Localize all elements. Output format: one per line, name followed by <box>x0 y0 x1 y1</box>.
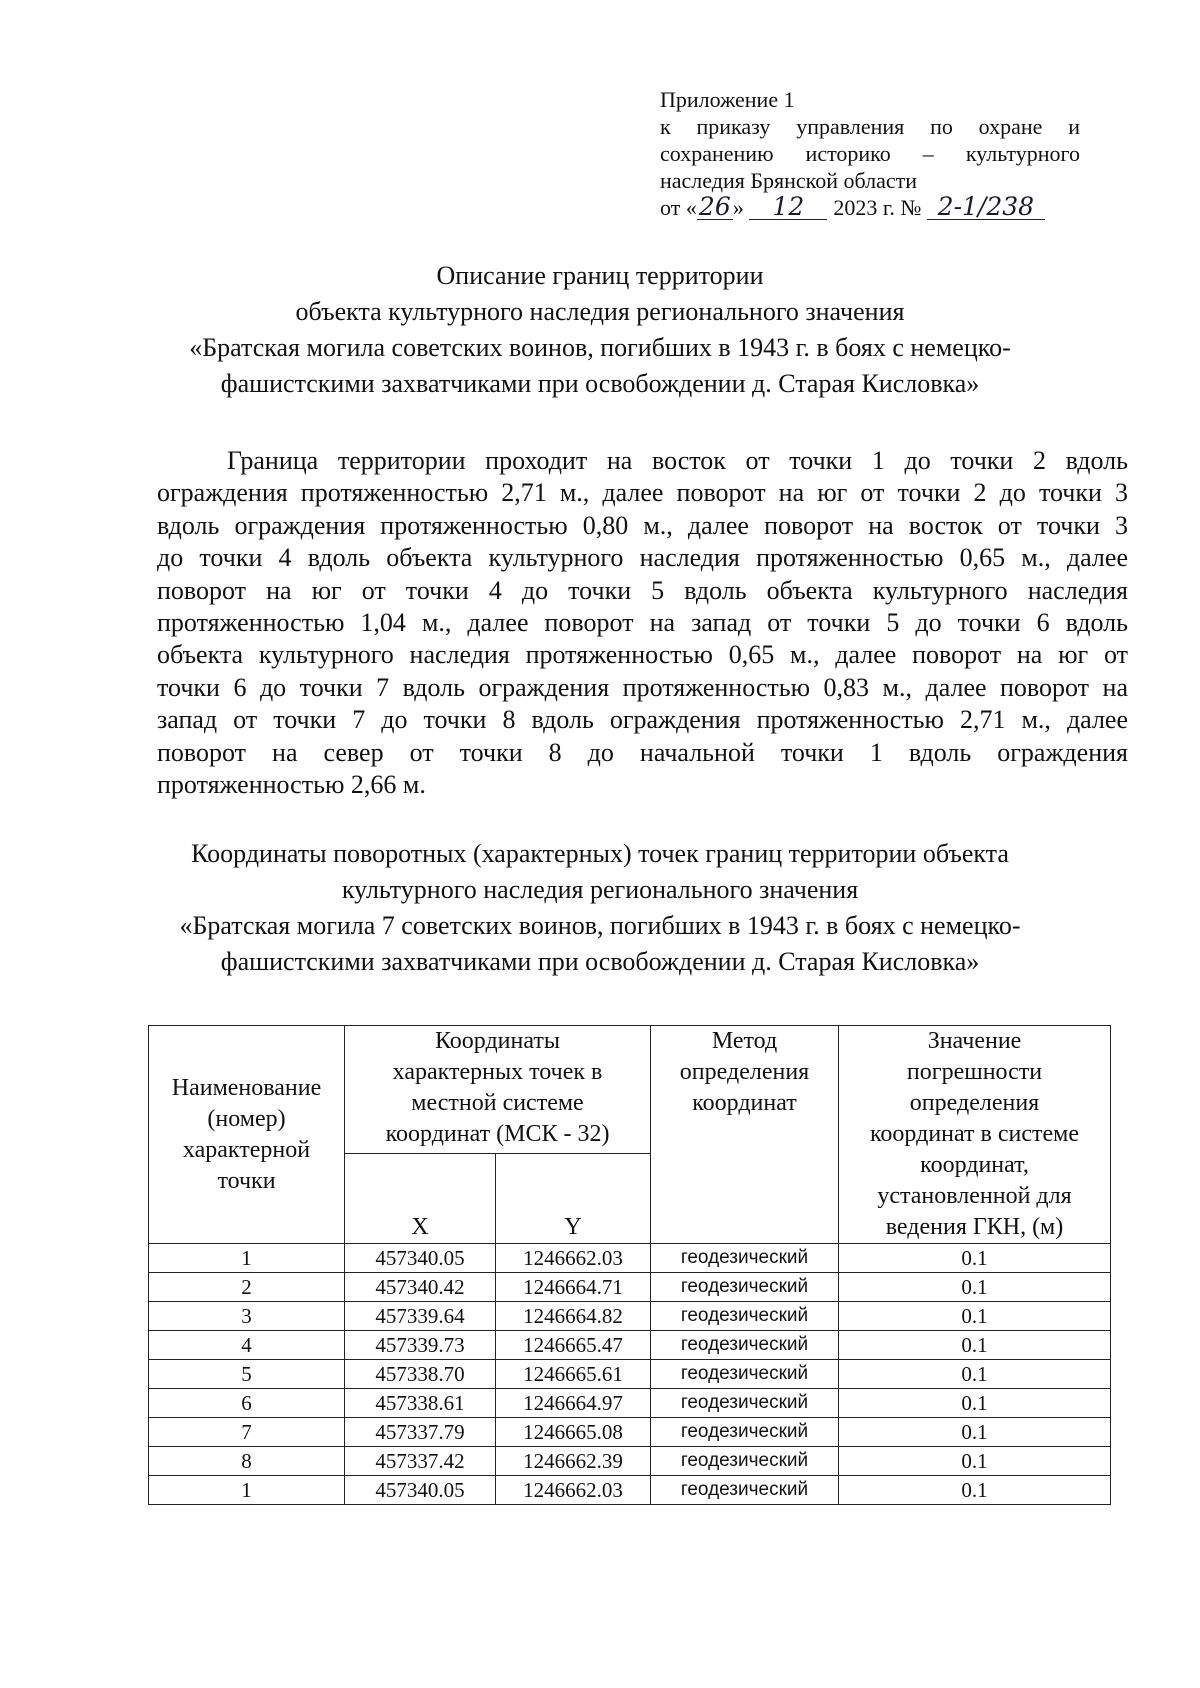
paragraph-line: вдоль ограждения протяженностью 0,80 м., далее поворот на восток от точки 3 <box>157 510 1128 540</box>
cell-point: 4 <box>149 1331 345 1360</box>
cell-method: геодезический <box>651 1331 839 1360</box>
heading-line: фашистскими захватчиками при освобождении д. Старая Кисловка» <box>220 369 980 398</box>
cell-x: 457339.73 <box>345 1331 496 1360</box>
cell-error: 0.1 <box>839 1476 1111 1505</box>
appendix-line: наследия Брянской области <box>660 168 918 193</box>
table-body <box>149 1244 1111 1505</box>
cell-y: 1246662.03 <box>496 1244 651 1273</box>
cell-error: 0.1 <box>839 1273 1111 1302</box>
cell-x: 457338.61 <box>345 1389 496 1418</box>
cell-point: 6 <box>149 1389 345 1418</box>
cell-error: 0.1 <box>839 1447 1111 1476</box>
table-header-row <box>149 1026 1111 1154</box>
heading-line: объекта культурного наследия регионального значения <box>295 297 905 326</box>
boundary-description <box>157 445 1128 801</box>
handwritten-month: 12 <box>749 195 827 220</box>
table-row <box>149 1389 1111 1418</box>
paragraph-line: протяженностью 1,04 м., далее поворот на запад от точки 5 до точки 6 вдоль <box>157 608 1128 638</box>
table-row <box>149 1447 1111 1476</box>
cell-point: 2 <box>149 1273 345 1302</box>
handwritten-day: 26 <box>697 195 733 220</box>
table-row <box>149 1244 1111 1273</box>
coordinates-heading <box>130 836 1070 980</box>
table-row <box>149 1273 1111 1302</box>
cell-x: 457340.05 <box>345 1476 496 1505</box>
cell-y: 1246665.61 <box>496 1360 651 1389</box>
coordinates-table <box>148 1025 1111 1505</box>
cell-x: 457338.70 <box>345 1360 496 1389</box>
header-method: Метод определения координат <box>651 1026 839 1244</box>
cell-x: 457340.05 <box>345 1244 496 1273</box>
paragraph-line: объекта культурного наследия протяженностью 0,65 м., далее поворот на юг от <box>157 640 1128 670</box>
heading-line: Координаты поворотных (характерных) точек границ территории объекта <box>191 839 1009 868</box>
cell-method: геодезический <box>651 1302 839 1331</box>
paragraph-line: до точки 4 вдоль объекта культурного наследия протяженностью 0,65 м., далее <box>157 543 1128 573</box>
cell-x: 457337.79 <box>345 1418 496 1447</box>
appendix-line: сохранению историко – культурного <box>660 141 1080 166</box>
description-heading <box>130 258 1070 402</box>
cell-point: 3 <box>149 1302 345 1331</box>
heading-line: фашистскими захватчиками при освобождении д. Старая Кисловка» <box>220 947 980 976</box>
cell-point: 1 <box>149 1244 345 1273</box>
cell-y: 1246662.03 <box>496 1476 651 1505</box>
cell-x: 457339.64 <box>345 1302 496 1331</box>
cell-point: 1 <box>149 1476 345 1505</box>
order-date-row <box>660 194 1080 221</box>
handwritten-order-number: 2-1/238 <box>927 195 1045 220</box>
cell-error: 0.1 <box>839 1331 1111 1360</box>
table-row <box>149 1476 1111 1505</box>
table-row <box>149 1302 1111 1331</box>
cell-method: геодезический <box>651 1389 839 1418</box>
paragraph-line: поворот на север от точки 8 до начальной точки 1 вдоль ограждения <box>157 737 1128 767</box>
date-prefix: от « <box>660 195 697 220</box>
paragraph-line: ограждения протяженностью 2,71 м., далее поворот на юг от точки 2 до точки 3 <box>157 478 1128 508</box>
paragraph-line: протяженностью 2,66 м. <box>157 770 426 800</box>
paragraph-line: Граница территории проходит на восток от точки 1 до точки 2 вдоль <box>227 446 1128 475</box>
header-x: X <box>345 1153 496 1243</box>
cell-method: геодезический <box>651 1418 839 1447</box>
heading-line: культурного наследия регионального значения <box>341 875 859 904</box>
paragraph-line: точки 6 до точки 7 вдоль ограждения протяженностью 0,83 м., далее поворот на <box>157 672 1128 702</box>
cell-method: геодезический <box>651 1447 839 1476</box>
cell-error: 0.1 <box>839 1418 1111 1447</box>
date-year: 2023 г. № <box>833 195 922 220</box>
header-error: Значение погрешности определения координат в системе координат, установленной для ведения ГКН, (м) <box>839 1026 1111 1244</box>
paragraph-line: поворот на юг от точки 4 до точки 5 вдоль объекта культурного наследия <box>157 575 1128 605</box>
header-point-name: Наименование (номер) характерной точки <box>149 1026 345 1244</box>
cell-y: 1246665.47 <box>496 1331 651 1360</box>
cell-y: 1246664.71 <box>496 1273 651 1302</box>
appendix-line: к приказу управления по охране и <box>660 114 1080 139</box>
appendix-block <box>660 86 1080 221</box>
cell-point: 5 <box>149 1360 345 1389</box>
heading-line: Описание границ территории <box>436 261 764 290</box>
table-row <box>149 1331 1111 1360</box>
cell-x: 457340.42 <box>345 1273 496 1302</box>
heading-line: «Братская могила 7 советских воинов, погибших в 1943 г. в боях с немецко- <box>179 911 1021 940</box>
cell-method: геодезический <box>651 1476 839 1505</box>
cell-error: 0.1 <box>839 1244 1111 1273</box>
cell-y: 1246665.08 <box>496 1418 651 1447</box>
cell-method: геодезический <box>651 1360 839 1389</box>
cell-y: 1246664.82 <box>496 1302 651 1331</box>
table-row <box>149 1418 1111 1447</box>
paragraph-line: запад от точки 7 до точки 8 вдоль ограждения протяженностью 2,71 м., далее <box>157 705 1128 735</box>
cell-error: 0.1 <box>839 1389 1111 1418</box>
cell-y: 1246662.39 <box>496 1447 651 1476</box>
cell-method: геодезический <box>651 1244 839 1273</box>
cell-point: 8 <box>149 1447 345 1476</box>
header-coordinates: Координаты характерных точек в местной системе координат (МСК - 32) <box>345 1026 651 1154</box>
cell-error: 0.1 <box>839 1302 1111 1331</box>
cell-y: 1246664.97 <box>496 1389 651 1418</box>
date-mid: » <box>732 195 744 220</box>
cell-error: 0.1 <box>839 1360 1111 1389</box>
table-row <box>149 1360 1111 1389</box>
cell-method: геодезический <box>651 1273 839 1302</box>
cell-point: 7 <box>149 1418 345 1447</box>
appendix-title: Приложение 1 <box>660 87 795 112</box>
cell-x: 457337.42 <box>345 1447 496 1476</box>
heading-line: «Братская могила советских воинов, погибших в 1943 г. в боях с немецко- <box>189 333 1011 362</box>
header-y: Y <box>496 1153 651 1243</box>
